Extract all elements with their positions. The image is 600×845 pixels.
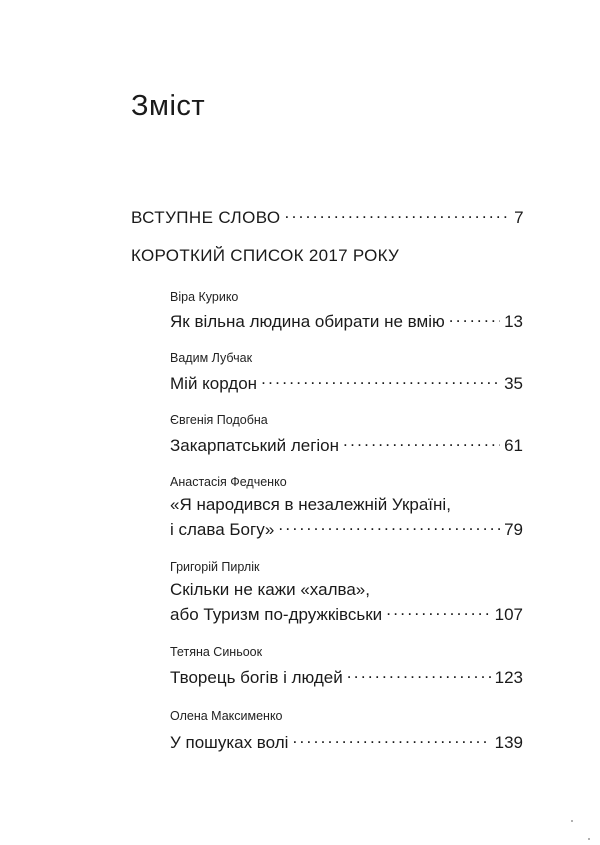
toc-entry-title: Як вільна людина обирати не вмію bbox=[170, 312, 445, 331]
toc-entry[interactable] bbox=[170, 434, 523, 456]
scan-speck bbox=[571, 820, 573, 822]
toc-entry[interactable] bbox=[170, 518, 523, 540]
toc-page-number: 13 bbox=[504, 312, 523, 331]
dot-leader bbox=[347, 666, 491, 683]
toc-entry-title: Творець богів і людей bbox=[170, 668, 343, 687]
entry-author: Тетяна Синьоок bbox=[170, 645, 263, 659]
toc-page-number: 139 bbox=[494, 733, 523, 752]
toc-entry[interactable] bbox=[170, 310, 523, 332]
section-heading: КОРОТКИЙ СПИСОК 2017 РОКУ bbox=[131, 246, 400, 265]
toc-page-number: 7 bbox=[514, 208, 524, 227]
toc-entry-title[interactable]: «Я народився в незалежній Україні, bbox=[170, 495, 451, 514]
toc-page-number: 79 bbox=[504, 520, 523, 539]
toc-entry-title[interactable]: Скільки не кажи «халва», bbox=[170, 580, 370, 599]
toc-entry-title: Закарпатський легіон bbox=[170, 436, 340, 455]
dot-leader bbox=[449, 310, 500, 327]
entry-author: Євгенія Подобна bbox=[170, 413, 268, 427]
scan-speck bbox=[588, 838, 590, 840]
toc-entry-title: У пошуках волі bbox=[170, 733, 289, 752]
toc-entry-title-cont: і слава Богу» bbox=[170, 520, 275, 539]
entry-author: Анастасія Федченко bbox=[170, 475, 287, 489]
toc-entry[interactable] bbox=[170, 731, 523, 753]
toc-page-number: 35 bbox=[504, 374, 523, 393]
entry-author: Вадим Лубчак bbox=[170, 351, 253, 365]
dot-leader bbox=[285, 206, 511, 223]
toc-page-number: 61 bbox=[504, 436, 523, 455]
toc-entry[interactable] bbox=[170, 666, 523, 688]
toc-entry-intro[interactable] bbox=[131, 206, 524, 228]
toc-page-number: 107 bbox=[494, 605, 523, 624]
toc-entry[interactable] bbox=[170, 372, 523, 394]
dot-leader bbox=[343, 434, 500, 451]
toc-entry-title-cont: або Туризм по-дружківськи bbox=[170, 605, 383, 624]
entry-author: Григорій Пирлік bbox=[170, 560, 260, 574]
page-title: Зміст bbox=[131, 90, 206, 122]
toc-entry[interactable] bbox=[170, 603, 523, 625]
dot-leader bbox=[386, 603, 490, 620]
dot-leader bbox=[278, 518, 500, 535]
toc-page-number: 123 bbox=[494, 668, 523, 687]
entry-author: Олена Максименко bbox=[170, 709, 283, 723]
toc-entry-title: Мій кордон bbox=[170, 374, 258, 393]
toc-entry-title: ВСТУПНЕ СЛОВО bbox=[131, 208, 281, 227]
dot-leader bbox=[292, 731, 490, 748]
entry-author: Віра Курико bbox=[170, 290, 239, 304]
dot-leader bbox=[261, 372, 500, 389]
